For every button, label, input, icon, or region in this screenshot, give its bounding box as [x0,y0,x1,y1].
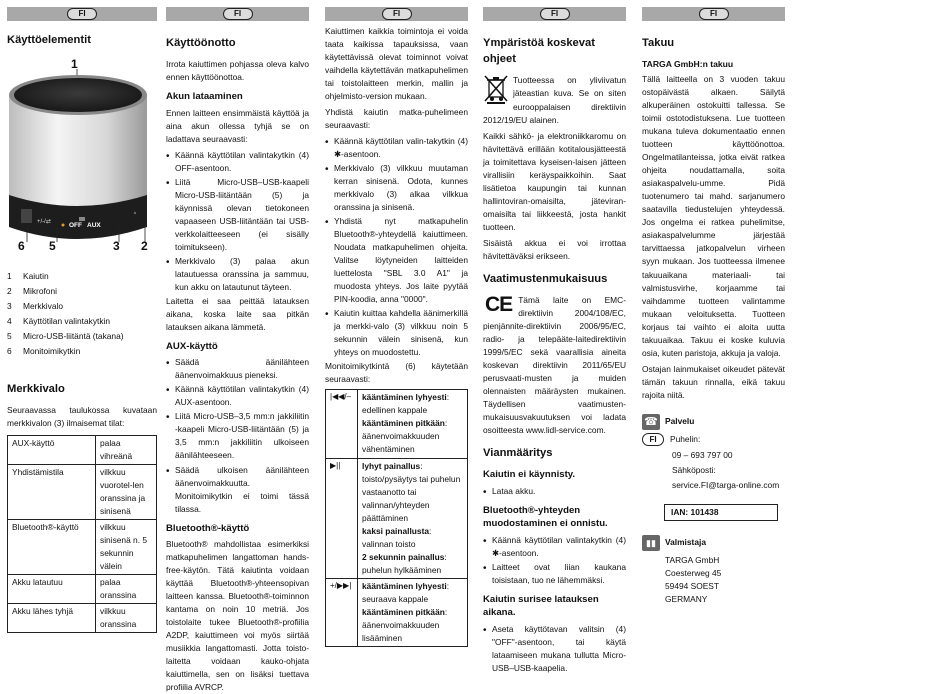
heading-aux: AUX-käyttö [166,340,218,352]
parts-item: 6 Monitoimikytkin [7,346,81,357]
play-pause-icon: ▶|| [326,458,358,578]
phone-number: 09 – 693 797 00 [672,449,733,460]
heading-targa-warranty: TARGA GmbH:n takuu [642,59,734,70]
heading-service: Palvelu [665,416,695,427]
ce-mark-icon: CE [485,292,513,316]
list-item: • Merkkivalo (3) palaa akun latautuessa oranssina ja sammuu, kun akku on latautunut täyteen. [166,255,309,294]
led-intro: Seuraavassa taulukossa kuvataan merkkivalon (3) ilmaisemat tilat: [7,405,157,429]
list-item: • Käännä käyttötilan valintakytkin (4) AUX-asentoon. [166,383,309,409]
crossed-bin-icon [483,74,509,104]
speaker-label-off: OFF [69,222,82,230]
table-row: Akku latautuu palaa oranssina [8,574,157,603]
intro-text: Kaiuttimen kaikkia toimintoja ei voida taata kaikissa tapauksissa, vaan käytettävissä olevat toiminnot voivat vaihdella käytettävän matkapuhelimen tai toistolaitteen merkin, mallin ja ohjelmisto-version mukaan. [325,26,468,102]
env-text-1: Tuotteessa on yliviivatun jäteastian kuva. Se on siten eurooppalaisen direktiivin 2012/19/EU alainen. [483,75,626,125]
language-tag: FI [382,8,412,20]
trouble-1: Kaiutin ei käynnisty. [483,469,576,481]
table-row: AUX-käyttö palaa vihreänä [8,435,157,464]
env-text-3: Sisäistä akkua ei voi irrottaa hävitettäväksi erikseen. [483,237,626,261]
list-item: • Laitteet ovat liian kaukana toisistaan, tuo ne lähemmäksi. [483,561,626,587]
env-text-2: Kaikki sähkö- ja elektroniikkaromu on hävitettävä erillään kotitalousjätteestä ja toimitettava kyseisen-laisen jätteen virallisiin keräyspaikkoihin. Saat lisätietoa kaupungin tai kunnan hallintoviran-omaisilta, jäteviran-omaisilta tai liikkeestä, josta hankit tuotteen. [483,130,626,232]
address-line: GERMANY [665,593,708,604]
ian-box: IAN: 101438 [664,504,778,521]
led-table [7,435,157,633]
service-block [642,414,785,521]
parts-item: 3 Merkkivalo [7,301,64,312]
warranty-text-2: Ostajan lainmukaiset oikeudet pätevät tämän takuun rinnalla, eikä takuu rajoita niitä. [642,363,785,400]
heading-controls: Käyttöelementit [7,34,91,46]
email-label: Sähköposti: [672,464,716,475]
pair-steps [325,135,468,359]
table-row: +/▶▶| kääntäminen lyhyesti: seuraava kappale kääntäminen pitkään: äänenvoimakkuuden lisääminen [326,578,468,646]
list-item: • Käännä käyttötilan valin-takytkin (4) ✱-asentoon. [325,135,468,161]
warranty-text-1: Tällä laitteella on 3 vuoden takuu ostopäivästä alkaen. Säilytä alkuperäinen ostokuitti tallessa. Se toimii ostotodistuksena. Lue tuotteen mukana tuleva dokumentaatio ennen tuotteen käyttöönottoa. Ongelmatilanteissa, jotka eivät ratkea ohjeita noudattamalla, soita asiakaspalvelu-umme. Pidä tuotenumero tai mahd. sarjanumero saatavilla tiedustelujen yhteydessä. Jos ongelma ei ratkea puhelimitse, asiakaspalvelumme järjestää tarvittaessa jatkopalvelun virheen syyn mukaan. Jos tuotteessa ilmenee takuuaikana materiaali- tai valmistusvirhe, korjaamme tai vaihdamme tuotteen valintamme mukaan veloituksetta. Tuotteen korjaus tai vaihto ei aloita uutta takuuaikaa. Takuu ei koske kuluvia osia, kuten paristoja, akkuja ja valoja. [642,74,785,358]
heading-conformity: Vaatimustenmukaisuus [483,272,608,285]
factory-icon: ▮▮ [642,535,660,551]
heading-bluetooth: Bluetooth®-käyttö [166,522,250,534]
callout-1: 1 [71,57,78,72]
table-row: Yhdistämistila vilkkuu vuorotel-len oranssina ja sinisenä [8,464,157,519]
trouble-1-list [483,485,626,498]
column-bluetooth [325,0,468,643]
list-item: • Aseta käyttötavan valitsin (4) "OFF"-asentoon, tai käytä lataamiseen mukana tullutta Micro-USB–USB-kaapelia. [483,623,626,675]
column-environment [483,0,626,673]
conformity-text: Tämä laite on EMC-direktiivin 2004/108/EC, pienjännite-direktiivin 2006/95/EC, radio- ja telepääte-laitedirektiivin 1999/5/EC sekä vaarallisia aineita koskevan direktiivin 2011/65/EU perusvaati-musten ja muiden olennaisten määräysten mukainen. Täydellisen vaatimusten-mukaisuusvakuutuksen voi ladata osoitteesta www.lidl-service.com. [483,294,626,436]
heading-warranty: Takuu [642,37,675,49]
list-item: • Säädä ulkoisen äänilähteen äänenvoimakkuutta. Monitoimikytkin ei toimi tässä tilassa. [166,464,309,516]
setup-text: Irrota kaiuttimen pohjassa oleva kalvo ennen käyttöönottoa. [166,59,309,83]
column-setup [166,0,309,693]
heading-environment: Ympäristöä koskevat ohjeet [483,37,595,66]
speaker-label-aux: AUX [87,222,101,230]
phone-icon: ☎ [642,414,660,430]
table-row: |◀◀/– kääntäminen lyhyesti: edellinen kappale kääntäminen pitkään: äänenvoimakkuuden vähentäminen [326,390,468,458]
language-tag: FI [67,8,97,20]
bluetooth-text: Bluetooth® mahdollistaa esimerkiksi matkapuhelimen langattoman hands-free-käytön. Tätä kaiutinta voidaan käyttää Bluetooth®-yhteensopivan laitteen kanssa. Bluetooth®-toiminnon kantama on noin 10 metriä. Jos toistolaite tukee Bluetooth®-profiilia A2DP, kaiuttimeen voi myös siirtää musiikkia langattomasti. Jotta toisto-laitetta voidaan kauko-ohjata kaiuttimella, sen on lisäksi tuettava profiilia AVRCP. [166,538,309,693]
language-bar [325,7,468,21]
language-tag-small: FI [642,433,664,446]
address-line: 59494 SOEST [665,580,720,591]
email-address: service.FI@targa-online.com [672,479,780,490]
parts-item: 4 Käyttötilan valintakytkin [7,316,111,327]
list-item: • Liitä Micro-USB–USB-kaapeli Micro-USB-liitäntään (5) ja käynnissä olevan tietokoneen vapaaseen USB-liitäntään tai USB-verkkolaitteeseen (ei sisälly toimitukseen). [166,176,309,254]
list-item: • Säädä äänilähteen äänenvoimakkuus pieneksi. [166,356,309,382]
callout-3: 3 [113,239,120,254]
list-item: • Merkkivalo (3) vilkkuu muutaman kerran sinisenä. Odota, kunnes merkkivalo (3) alkaa vilkkua oranssina ja sinisenä. [325,162,468,214]
aux-steps [166,356,309,515]
speaker-image [7,67,157,249]
heading-led: Merkkivalo [7,383,65,396]
list-item: • Lataa akku. [483,485,626,498]
trouble-3: Kaiutin surisee latauksen aikana. [483,593,599,619]
charge-steps [166,149,309,294]
list-item: • Käännä käyttötilan valintakytkin (4) OFF-asentoon. [166,149,309,175]
env-block [483,74,626,126]
language-bar [642,7,785,21]
callout-6: 6 [18,239,25,254]
speaker-label-mode: +/-/⇄ [37,219,51,226]
trouble-2: Bluetooth®-yhteyden muodostaminen ei onnistu. [483,504,608,530]
language-tag: FI [540,8,570,20]
heading-manufacturer: Valmistaja [665,537,706,548]
rewind-icon: |◀◀/– [326,390,358,458]
callout-5: 5 [49,239,56,254]
column-warranty [642,0,785,634]
address-line: TARGA GmbH [665,554,720,565]
parts-item: 1 Kaiutin [7,271,49,282]
heading-charge: Akun lataaminen [166,91,243,103]
parts-item: 5 Micro-USB-liitäntä (takana) [7,331,124,342]
column-controls [7,0,157,634]
maker-block [642,535,785,606]
table-row: ▶|| lyhyt painallus: toisto/pysäytys tai puhelun vastaanotto tai valinnan/yhteyden päättäminen kaksi painallusta: valinnan toisto 2 sekunnin painallus: puhelun hylkääminen [326,458,468,578]
list-item: • Käännä käyttötilan valintakytkin (4) ✱-asentoon. [483,534,626,560]
phone-label: Puhelin: [670,433,701,444]
heading-setup: Käyttöönotto [166,37,236,49]
multi-text: Monitoimikytkintä (6) käytetään seuraavasti: [325,361,468,385]
table-row: Bluetooth®-käyttö vilkkuu sinisenä n. 5 sekunnin välein [8,519,157,574]
language-tag: FI [223,8,253,20]
trouble-2-list [483,534,626,587]
pair-text: Yhdistä kaiutin matka-puhelimeen seuraavasti: [325,107,468,131]
speaker-illustration [7,55,157,255]
parts-list [7,269,157,359]
function-table [325,389,468,646]
language-tag: FI [699,8,729,20]
list-item: • Kaiutin kuittaa kahdella äänimerkillä ja merkki-valo (3) vilkkuu noin 5 sekunnin välein sinisenä, kun yhteys on muodostettu. [325,307,468,359]
language-bar [7,7,157,21]
conformity-block [483,294,626,437]
language-bar [483,7,626,21]
list-item: • Liitä Micro-USB–3,5 mm:n jakkiliitin -kaapeli Micro-USB-liitäntään (5) ja 3,5 mm:n jakkiliitin ulkoiseen äänilähteeseen. [166,410,309,462]
list-item: • Yhdistä nyt matkapuhelin Bluetooth®-yhteydellä kaiuttimeen. Noudata matkapuhelimen ohjeita. Valitse löytyneiden laitteiden luettelosta "SBL 3.0 A1" ja muodosta yhteys. Jos laite pyytää PIN-koodia, anna "0000". [325,215,468,306]
charge-note: Laitetta ei saa peittää latauksen aikana, koska laite saa pitkän latauksen aikana lämmetä. [166,295,309,332]
heading-troubleshooting: Vianmääritys [483,447,553,460]
address-line: Coesterweg 45 [665,567,722,578]
parts-item: 2 Mikrofoni [7,286,57,297]
trouble-3-list [483,623,626,675]
forward-icon: +/▶▶| [326,578,358,646]
language-bar [166,7,309,21]
table-row: Akku lähes tyhjä vilkkuu oranssina [8,603,157,632]
callout-2: 2 [141,239,148,254]
charge-text: Ennen laitteen ensimmäistä käyttöä ja aina akun ollessa tyhjä se on ladattava seuraavasti: [166,107,309,144]
